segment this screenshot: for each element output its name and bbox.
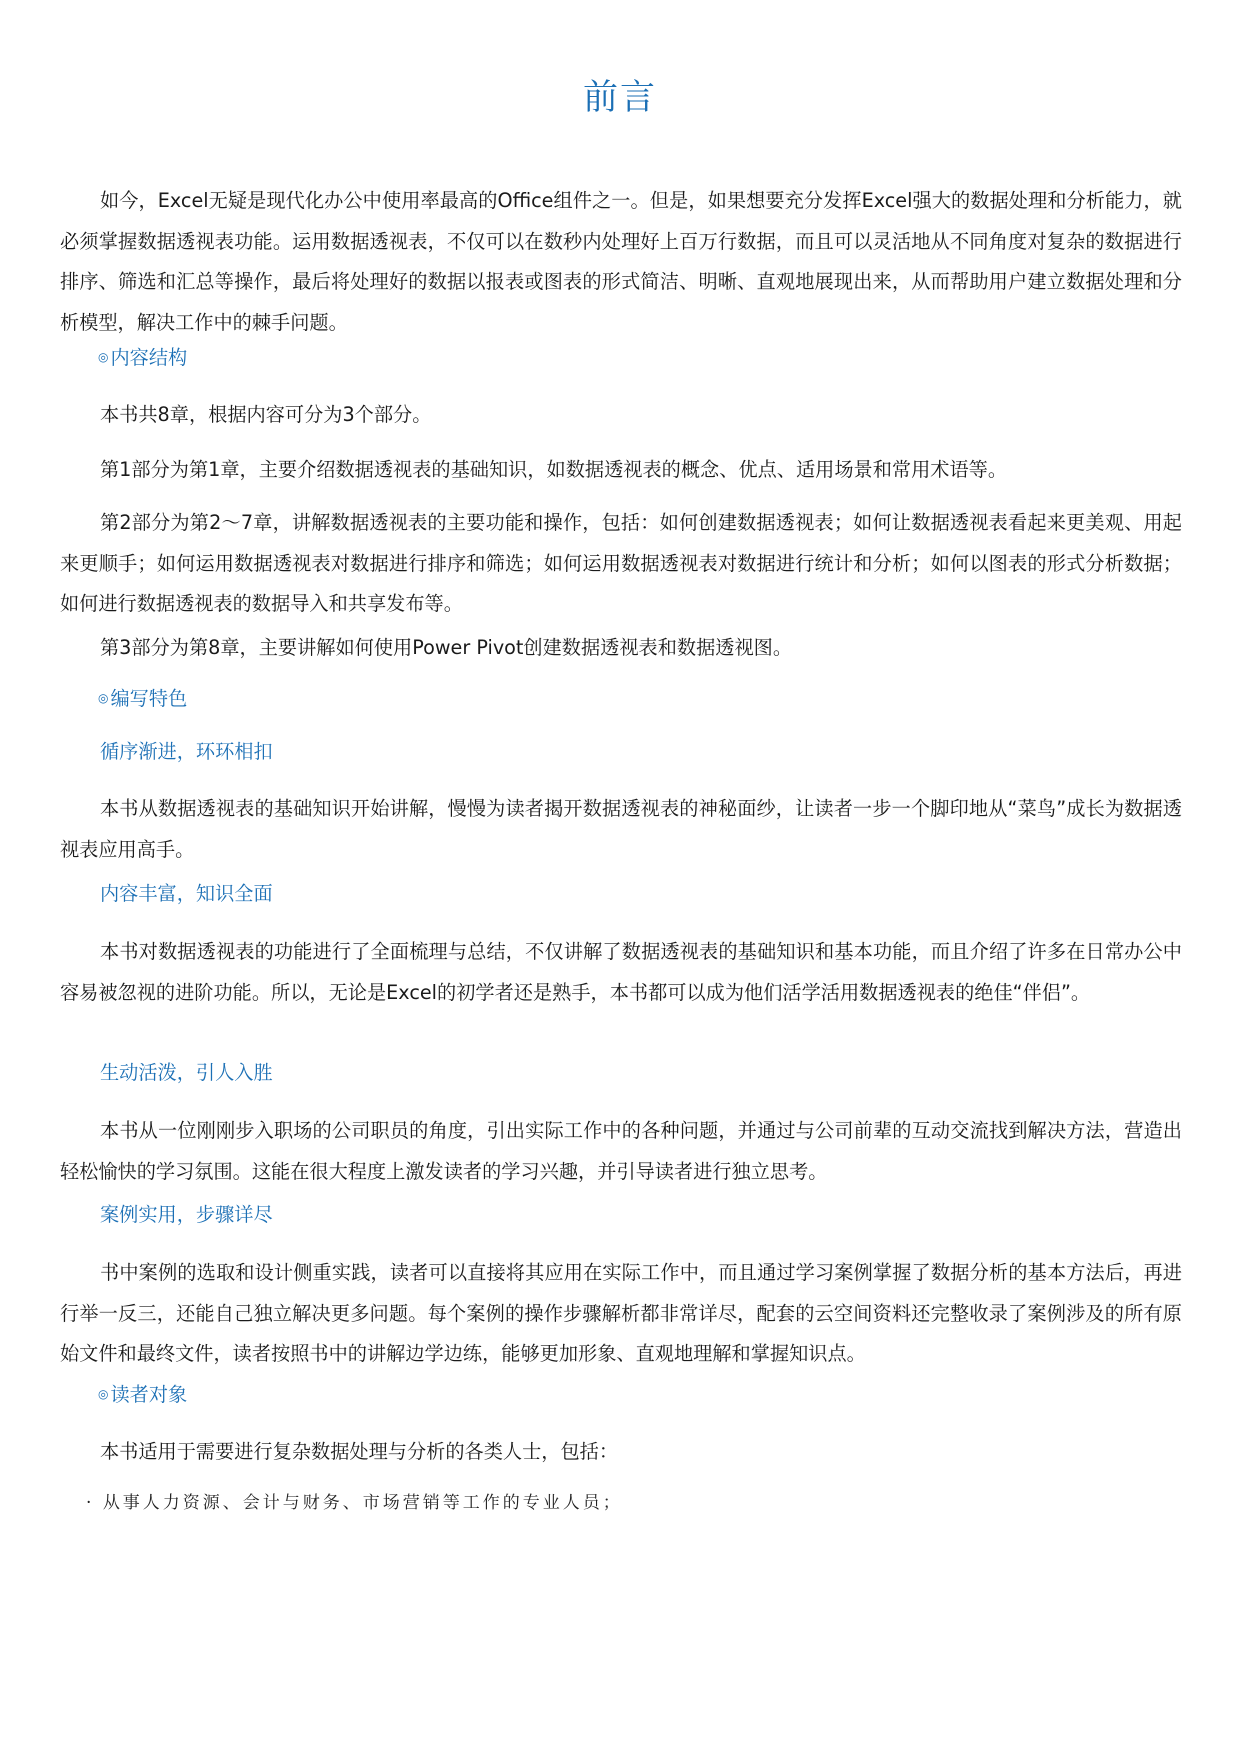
intro-paragraph: 如今，Excel无疑是现代化办公中使用率最高的Office组件之一。但是，如果想要充分发挥Excel强大的数据处理和分析能力，就必须掌握数据透视表功能。运用数据透视表，不仅可以在数秒内处理好上百万行数据，而且可以灵活地从不同角度对复杂的数据进行排序、筛选和汇总等操作，最后将处理好的数据以报表或图表的形式简洁、明晰、直观地展现出来，从而帮助用户建立数据处理和分析模型，解决工作中的棘手问题。: [60, 189, 1182, 334]
structure-paragraph-3: 第2部分为第2～7章，讲解数据透视表的主要功能和操作，包括：如何创建数据透视表；如何让数据透视表看起来更美观、用起来更顺手；如何运用数据透视表对数据进行排序和筛选；如何运用数据透视表对数据进行统计和分析；如何以图表的形式分析数据；如何进行数据透视表的数据导入和共享发布等。: [60, 511, 1182, 615]
bullet-icon: ·: [86, 1493, 95, 1513]
feature-title-2: 内容丰富，知识全面: [100, 882, 273, 905]
section-heading-content-structure: [98, 342, 187, 373]
section-heading-text: 读者对象: [110, 1383, 188, 1406]
section-marker-icon: ◎: [98, 691, 109, 705]
structure-paragraph-4: 第3部分为第8章，主要讲解如何使用Power Pivot创建数据透视表和数据透视图。: [100, 636, 793, 659]
list-item: [86, 1488, 623, 1518]
readers-paragraph: 本书适用于需要进行复杂数据处理与分析的各类人士，包括：: [100, 1440, 619, 1463]
feature-title-3: 生动活泼，引人入胜: [100, 1061, 273, 1084]
section-marker-icon: ◎: [98, 350, 109, 364]
structure-paragraph-2: 第1部分为第1章，主要介绍数据透视表的基础知识，如数据透视表的概念、优点、适用场景和常用术语等。: [100, 458, 1008, 481]
feature-text-1: 本书从数据透视表的基础知识开始讲解，慢慢为读者揭开数据透视表的神秘面纱，让读者一步一个脚印地从“菜鸟”成长为数据透视表应用高手。: [60, 797, 1182, 861]
list-item-text: 从事人力资源、会计与财务、市场营销等工作的专业人员；: [102, 1493, 623, 1513]
page-title: 前言: [582, 78, 657, 118]
feature-title-4: 案例实用，步骤详尽: [100, 1203, 273, 1226]
section-heading-text: 编写特色: [110, 687, 188, 710]
feature-text-3: 本书从一位刚刚步入职场的公司职员的角度，引出实际工作中的各种问题，并通过与公司前辈的互动交流找到解决方法，营造出轻松愉快的学习氛围。这能在很大程度上激发读者的学习兴趣，并引导读者进行独立思考。: [60, 1119, 1182, 1183]
section-heading-text: 内容结构: [110, 346, 188, 369]
section-heading-readers: [98, 1379, 187, 1410]
section-heading-features: [98, 683, 187, 714]
structure-paragraph-1: 本书共8章，根据内容可分为3个部分。: [100, 403, 432, 426]
feature-title-1: 循序渐进，环环相扣: [100, 740, 273, 763]
feature-text-4: 书中案例的选取和设计侧重实践，读者可以直接将其应用在实际工作中，而且通过学习案例掌握了数据分析的基本方法后，再进行举一反三，还能自己独立解决更多问题。每个案例的操作步骤解析都非常详尽，配套的云空间资料还完整收录了案例涉及的所有原始文件和最终文件，读者按照书中的讲解边学边练，能够更加形象、直观地理解和掌握知识点。: [60, 1261, 1182, 1365]
section-marker-icon: ◎: [98, 1387, 109, 1401]
feature-text-2: 本书对数据透视表的功能进行了全面梳理与总结，不仅讲解了数据透视表的基础知识和基本功能，而且介绍了许多在日常办公中容易被忽视的进阶功能。所以，无论是Excel的初学者还是熟手，本书都可以成为他们活学活用数据透视表的绝佳“伴侣”。: [60, 940, 1182, 1004]
